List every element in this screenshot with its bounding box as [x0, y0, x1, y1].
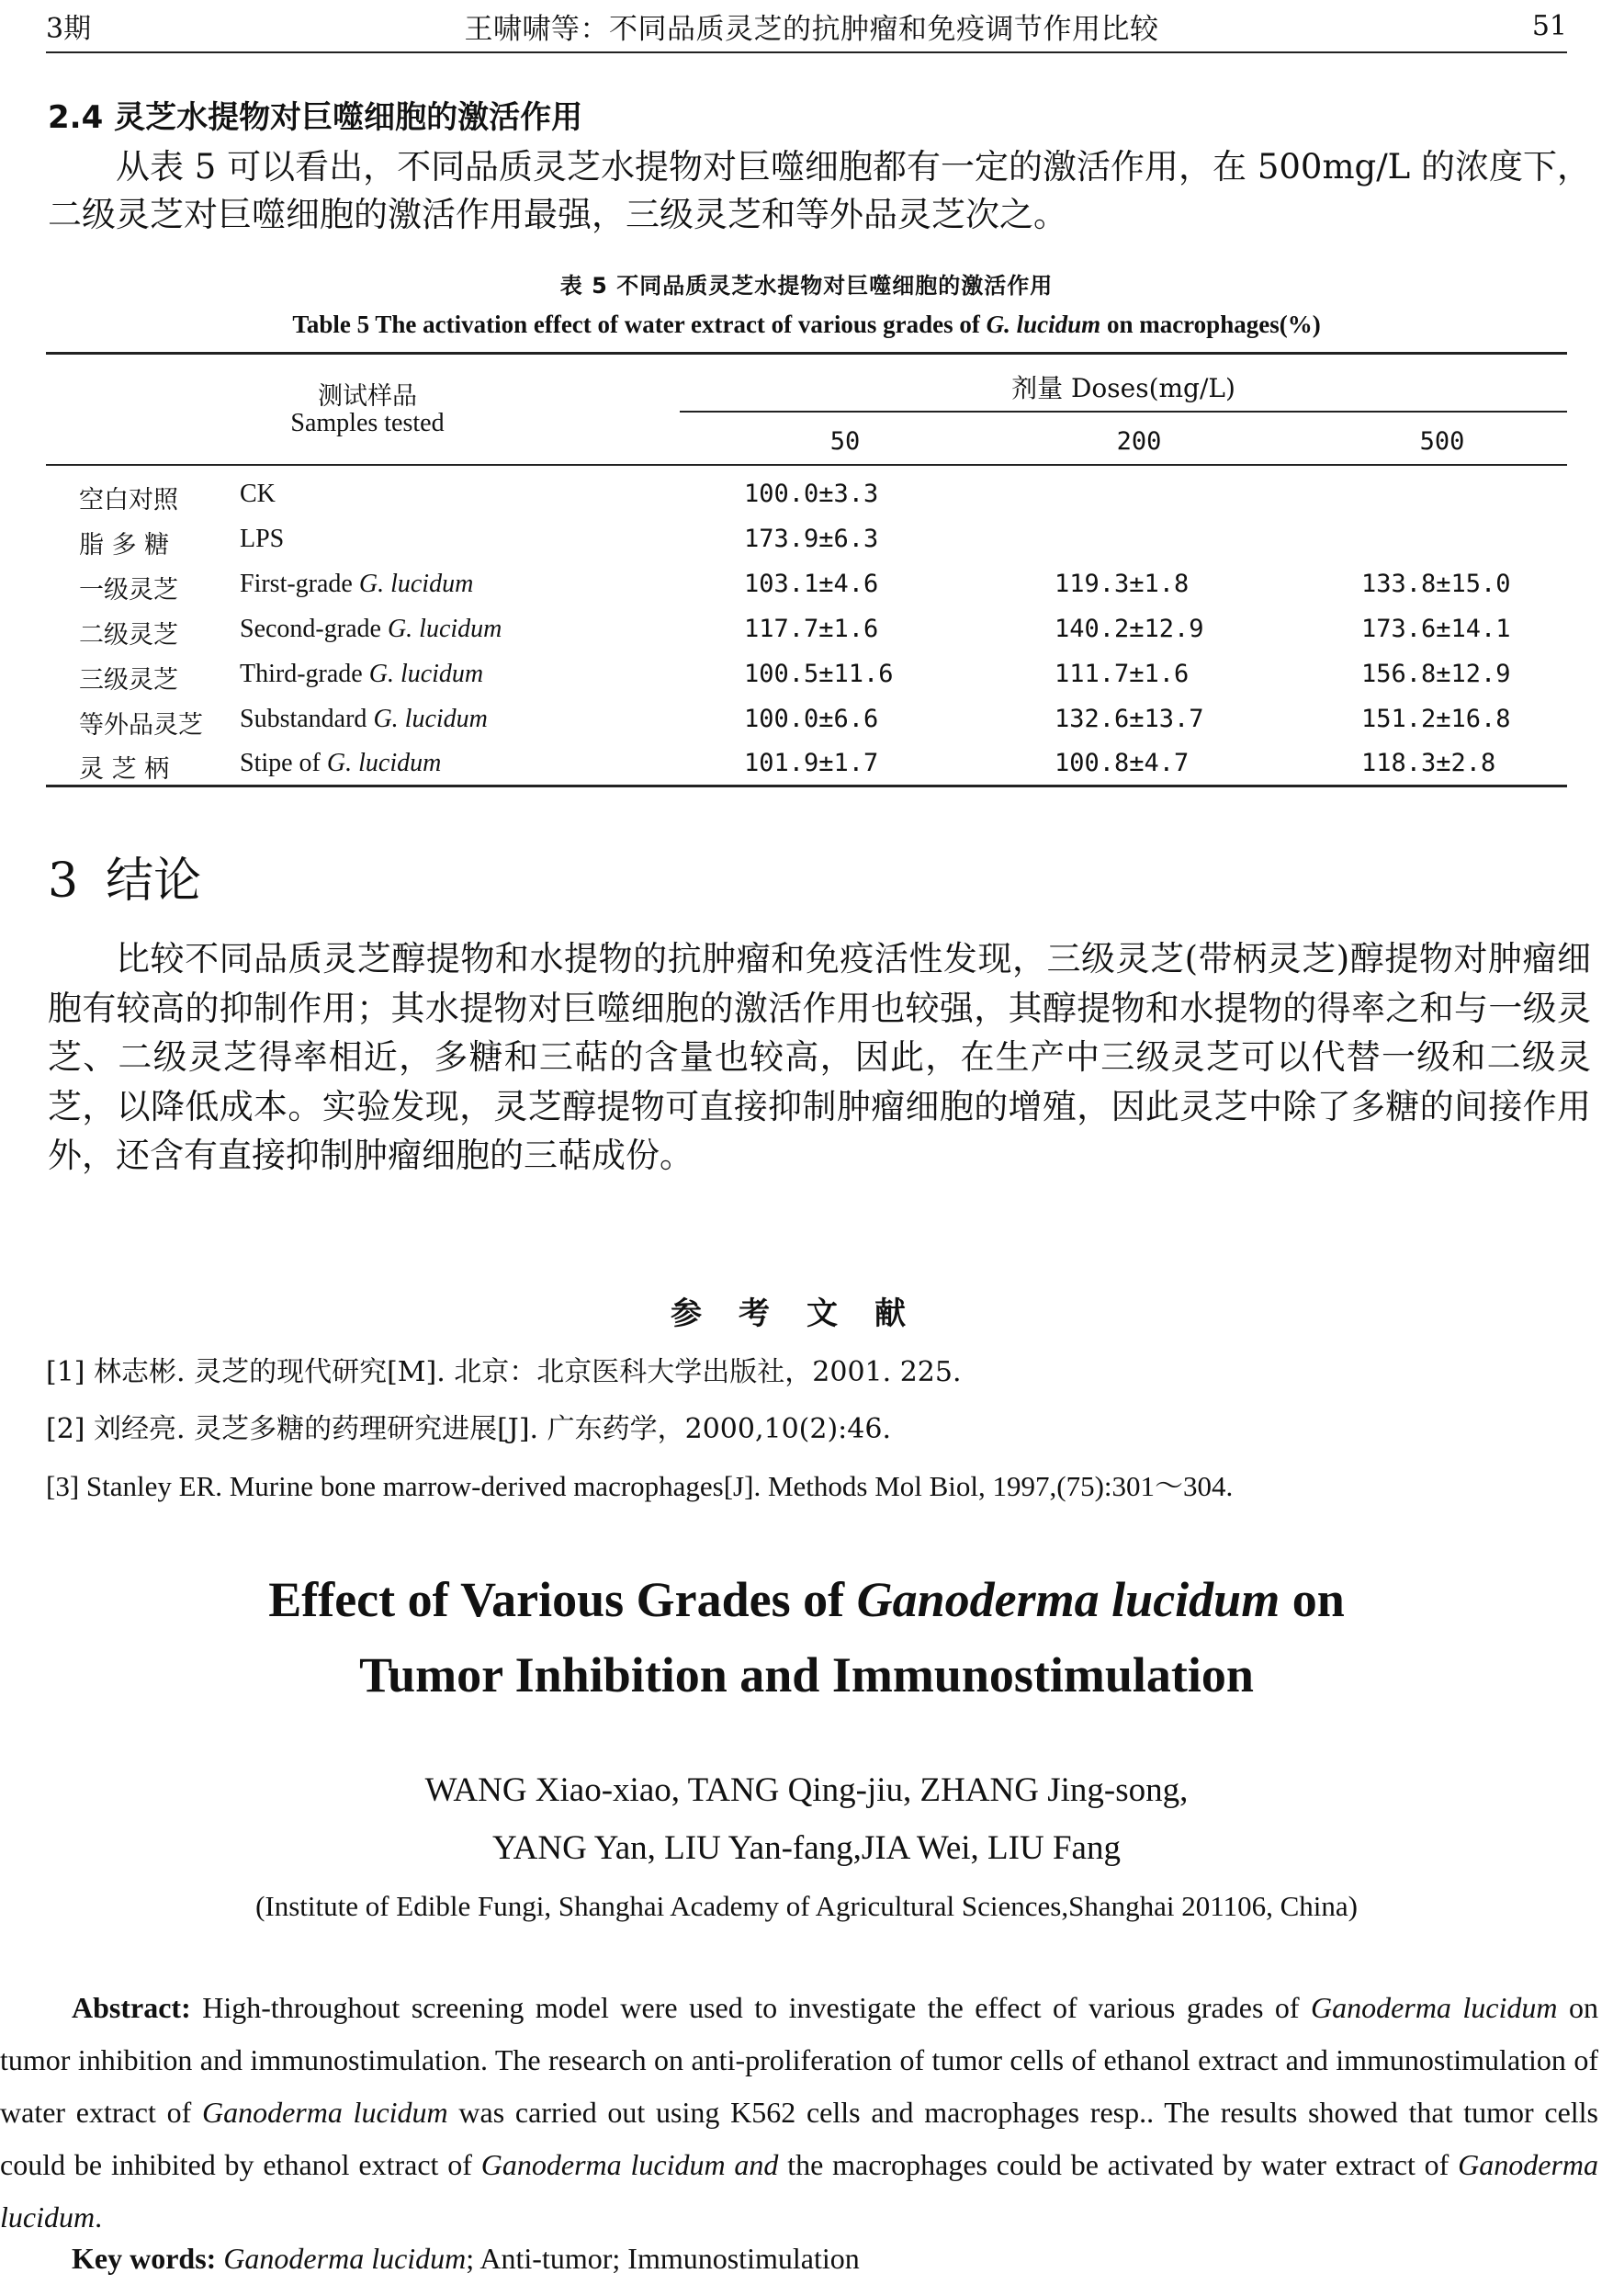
- abstract: Abstract: High-throughout screening model were used to investigate the effect of various grades of Ganoderma lucidum on tumor inhibition and immunostimulation. The research on anti-proliferation of tumor cells of ethanol extract and immunostimulation of water extract of Ganoderma lucidum was carried out using K562 cells and macrophages resp.. The results showed that tumor cells could be inhibited by ethanol extract of Ganoderma lucidum and the macrophages could be activated by water extract of Ganoderma lucidum.: [0, 1991, 1599, 2234]
- table-bottom-rule: [46, 785, 1567, 787]
- section-2-4-paragraph: 从表 5 可以看出，不同品质灵芝水提物对巨噬细胞都有一定的激活作用，在 500mg/L 的浓度下，二级灵芝对巨噬细胞的激活作用最强，三级灵芝和等外品灵芝次之。: [48, 147, 1592, 234]
- issue-label: 3期: [46, 13, 92, 45]
- keywords: Key words: Ganoderma lucidum; Anti-tumor; Immunostimulation: [72, 2242, 860, 2275]
- running-title: 王啸啸等：不同品质灵芝的抗肿瘤和免疫调节作用比较: [464, 12, 1159, 46]
- affiliation: (Institute of Edible Fungi, Shanghai Academy of Agricultural Sciences,Shanghai 201106, China): [255, 1890, 1358, 1922]
- col-samples-en: Samples tested: [290, 409, 445, 437]
- table-top-rule: [46, 352, 1567, 355]
- paper-page: 3期 王啸啸等：不同品质灵芝的抗肿瘤和免疫调节作用比较 51 2.4 灵芝水提物对巨噬细胞的激活作用 从表 5 可以看出，不同品质灵芝水提物对巨噬细胞都有一定的激活作用，在 500mg/L 的浓度下，二级灵芝对巨噬细胞的激活作用最强，三级灵芝和等外品灵芝次之。 表 5 不同品质灵芝水提物对巨噬细胞的激活作用 Table 5 The activation effect of water extract of various grades of G. lucidum on macrophages(%) 测试样品 Samples tested 剂量 Doses(mg/L) 50 200 500 空白对照 CK 100.0±3.3 脂 多 糖 LPS 173.9±6.3 一级灵芝 First-grade G. lucidum 103.1±4.6 119.3±1.8 133.8±15.0 二级灵芝 Second-grade G. lucidum 117.7±1.6 140.2±12.9 173.6±14.1 三级灵芝 Third-grade G. lucidum 100.5±11.6 111.7±1.6 156.8±12.9 等外品灵芝 Substandard G. lucidum 100.0±6.6 132.6±13.7 151.2±16.8 灵 芝 柄 Stipe of G. lucidum 101.9±1.7 100.8±4.7 118.3±2.8 3 结论 比较不同品质灵芝醇提物和水提物的抗肿瘤和免疫活性发现，三级灵芝(带柄灵芝)醇提物对肿瘤细胞有较高的抑制作用；其水提物对巨噬细胞的激活作用也较强，其醇提物和水提物的得率之和与一级灵芝、二级灵芝得率相近，多糖和三萜的含量也较高，因此，在生产中三级灵芝可以代替一级和二级灵芝，以降低成本。实验发现，灵芝醇提物可直接抑制肿瘤细胞的增殖，因此灵芝中除了多糖的间接作用外，还含有直接抑制肿瘤细胞的三萜成份。 参考文献 [1] 林志彬. 灵芝的现代研究[M]. 北京：北京医科大学出版社，2001. 225. [2] 刘经亮. 灵芝多糖的药理研究进展[J]. 广东药学，2000,10(2):46. [3] Stanley ER. Murine bone marrow-derived macrophages[J]. Methods Mol Biol, 1997,(75):301～304. Effect of Various Grades of Ganoderma lucidum on Tumor Inhibition and Immunostimulation WANG Xiao-xiao, TANG Qing-jiu, ZHANG Jing-song, YANG Yan, LIU Yan-fang,JIA Wei, LIU Fang (Institute of Edible Fungi, Shanghai Academy of Agricultural Sciences,Shanghai 201106, China) Abstract: High-throughout screening model were used to investigate the effect of various grades of Ganoderma lucidum on tumor inhibition and immunostimulation. The research on anti-proliferation of tumor cells of ethanol extract and immunostimulation of water extract of Ganoderma lucidum was carried out using K562 cells and macrophages resp.. The results showed that tumor cells could be inhibited by ethanol extract of Ganoderma lucidum and the macrophages could be activated by water extract of Ganoderma lucidum. Key words: Ganoderma lucidum; Anti-tumor; Immunostimulation: [0, 0, 1613, 2296]
- col-dose-200: 200: [1116, 427, 1162, 456]
- col-dose-500: 500: [1419, 427, 1465, 456]
- table-caption-en: Table 5 The activation effect of water extract of various grades of G. lucidum on macrophages(%): [292, 311, 1321, 338]
- reference-item: [2] 刘经亮. 灵芝多糖的药理研究进展[J]. 广东药学，2000,10(2):46.: [46, 1413, 891, 1445]
- running-header: [46, 0, 1567, 53]
- references-title: 参考文献: [671, 1295, 942, 1332]
- section-3-paragraph: 比较不同品质灵芝醇提物和水提物的抗肿瘤和免疫活性发现，三级灵芝(带柄灵芝)醇提物对肿瘤细胞有较高的抑制作用；其水提物对巨噬细胞的激活作用也较强，其醇提物和水提物的得率之和与一级灵芝、二级灵芝得率相近，多糖和三萜的含量也较高，因此，在生产中三级灵芝可以代替一级和二级灵芝，以降低成本。实验发现，灵芝醇提物可直接抑制肿瘤细胞的增殖，因此灵芝中除了多糖的间接作用外，还含有直接抑制肿瘤细胞的三萜成份。: [48, 939, 1591, 1175]
- col-dose-50: 50: [829, 427, 861, 456]
- section-2-4-heading: 2.4 灵芝水提物对巨噬细胞的激活作用: [48, 99, 583, 136]
- col-samples-cn: 测试样品: [318, 382, 417, 411]
- authors: WANG Xiao-xiao, TANG Qing-jiu, ZHANG Jing-song, YANG Yan, LIU Yan-fang,JIA Wei, LIU Fang: [424, 1771, 1189, 1867]
- col-doses: 剂量 Doses(mg/L): [1011, 373, 1235, 403]
- reference-item: [1] 林志彬. 灵芝的现代研究[M]. 北京：北京医科大学出版社，2001. 225.: [46, 1356, 962, 1388]
- reference-item: [3] Stanley ER. Murine bone marrow-derived macrophages[J]. Methods Mol Biol, 1997,(75):301～304.: [46, 1470, 1234, 1502]
- page-number: 51: [1531, 9, 1567, 42]
- section-3-heading: 3 结论: [48, 854, 202, 909]
- english-title: Effect of Various Grades of Ganoderma lucidum on Tumor Inhibition and Immunostimulation: [268, 1572, 1345, 1702]
- table-header-rule: [46, 464, 1567, 466]
- table-caption-cn: 表 5 不同品质灵芝水提物对巨噬细胞的激活作用: [559, 273, 1054, 299]
- table-doses-rule: [680, 411, 1567, 413]
